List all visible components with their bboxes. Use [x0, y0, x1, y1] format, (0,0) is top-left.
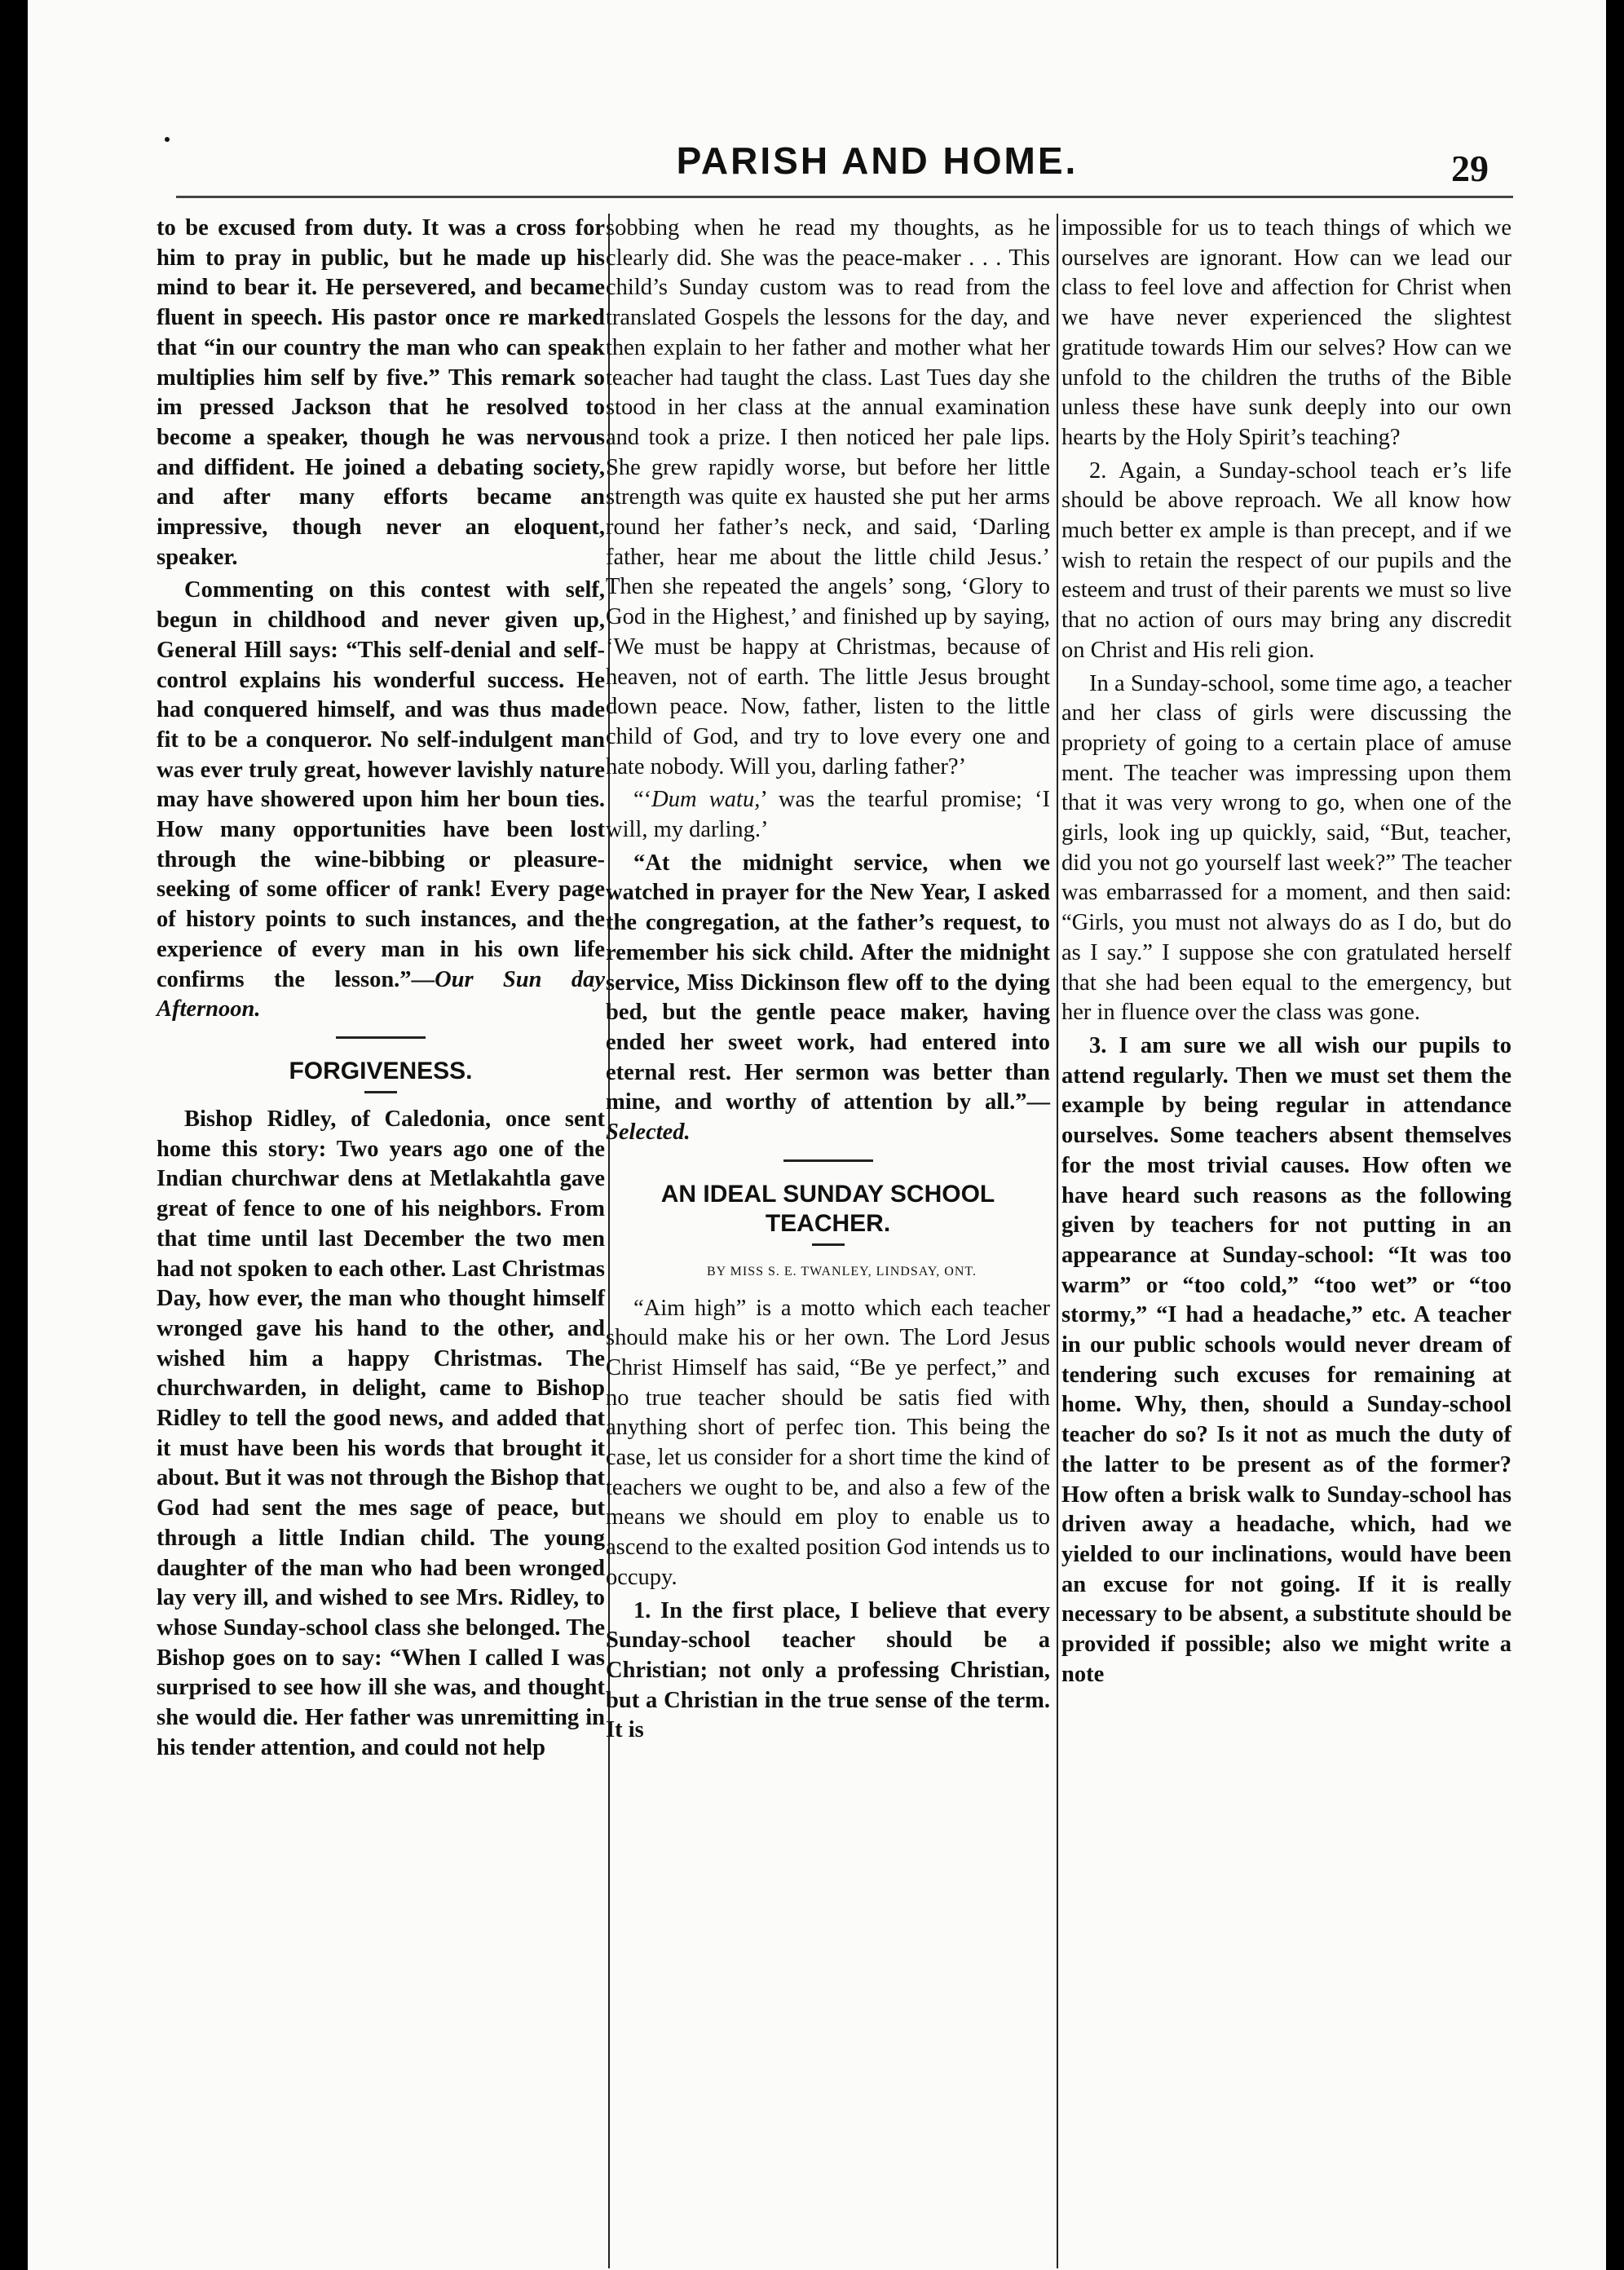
heading-dash — [812, 1243, 845, 1246]
header-rule — [176, 196, 1513, 198]
article-text: impossible for us to teach things of which we ourselves are ignorant. How can we lead our class to feel love and affection for Christ when we have never experienced the slightest gratitude towards Him our selves? How can we unfold to the children the truths of the Bible unless these have sunk deeply into our own hearts by the Holy Spirit’s teaching? — [1061, 215, 1511, 450]
heading-dash — [364, 1091, 397, 1093]
article-text-span: “At the midnight service, when we watched in prayer for the New Year, I asked the congregation, at the father’s request, to remember his sick child. After the midnight service, Miss Dickinson flew off to the dying bed, but the gentle peace maker, having ended her sweet work, had entered into eternal rest. Her sermon was better than mine, and worthy of attention by all.”— — [606, 850, 1050, 1115]
article-source: Our Sun day Afternoon. — [157, 966, 605, 1022]
section-divider — [783, 1159, 873, 1162]
quote-open: “‘ — [633, 787, 652, 813]
article-source: Selected. — [606, 1120, 691, 1146]
article-text: 1. In the first place, I believe that every Sunday-school teacher should be a Christian; not only a professing Christian, but a Christian in the true sense of the term. It is — [606, 1597, 1050, 1743]
article-text: sobbing when he read my thoughts, as he clearly did. She was the peace-maker . . . This child’s Sunday custom was to read from the translated Gospels the lessons for the day, and then explain to her father and mother what her teacher had taught the class. Last Tues day she stood in her class at the annual examination and took a prize. I then noticed her pale lips. She grew rapidly worse, but before her little strength was quite ex hausted she put her arms round her father’s neck, and said, ‘Darling father, hear me about the little child Jesus.’ Then she repeated the angels’ song, ‘Glory to God in the Highest,’ and finished up by saying, ‘We must be happy at Christmas, because of heaven, not of earth. The little Jesus brought down peace. Now, father, listen to the little child of God, and try to love every one and hate nobody. Will you, darling father?’ — [606, 215, 1050, 779]
newspaper-page — [28, 0, 1606, 2270]
article-byline: BY MISS S. E. TWANLEY, LINDSAY, ONT. — [707, 1264, 977, 1279]
column-2 — [606, 214, 1050, 1746]
column-3 — [1061, 214, 1511, 1689]
article-text: 2. Again, a Sunday-school teach er’s life should be above reproach. We all know how much better ex ample is than precept, and if we wish to retain the respect of our pupils and the esteem and trust of their parents we must so live that no action of ours may bring any discredit on Christ and His reli gion. — [1061, 457, 1511, 663]
article-text — [606, 785, 1050, 845]
article-text: to be excused from duty. It was a cross for him to pray in public, but he made up his mind to bear it. He persevered, and became fluent in speech. His pastor once re marked that “in our country the man who can speak multiplies him self by five.” This remark so im pressed Jackson that he resolved to become a speaker, though he was nervous and diffident. He joined a debating society, and after many efforts became an impressive, though never an eloquent, speaker. — [157, 215, 605, 570]
page-number: 29 — [1451, 148, 1489, 189]
section-divider — [336, 1036, 426, 1039]
article-text: In a Sunday-school, some time ago, a teacher and her class of girls were discussing the propriety of going to a certain place of amuse ment. The teacher was impressing upon them that it was very wrong to go, when one of the girls, look ing up quickly, said, “But, teacher, did you not go yourself last week?” The teacher was embarrassed for a moment, and then said: “Girls, you must not always do as I do, but do as I say.” I suppose she con gratulated herself that she had been equal to the emergency, but her in fluence over the class was gone. — [1061, 670, 1511, 1026]
article-heading-ideal-teacher: AN IDEAL SUNDAY SCHOOL TEACHER. — [660, 1180, 995, 1237]
article-heading-forgiveness: FORGIVENESS. — [289, 1057, 473, 1084]
column-1 — [157, 214, 605, 1763]
article-text-span: Commenting on this contest with self, begun in childhood and never given up, General Hill says: “This self-denial and self-control explains his wonderful success. He had conquered himself, and was thus made fit to be a conqueror. No self-indulgent man was ever truly great, however lavishly nature may have showered upon him her boun ties. How many opportunities have been lost through the wine-bibbing or pleasure-seeking of some officer of rank! Every page of history points to such instances, and the experience of every man in his own life confirms the lesson.”— — [157, 577, 605, 992]
quote-italic: Dum watu, — [651, 787, 761, 813]
quote-rest: ’ was the tearful promise; ‘I will, my darling.’ — [606, 787, 1050, 843]
article-text: “Aim high” is a motto which each teacher should make his or her own. The Lord Jesus Christ Himself has said, “Be ye perfect,” and no true teacher should be satis fied with anything short of perfec tion. This being the case, let us consider for a short time the kind of teachers we ought to be, and also a few of the means we should em ploy to enable us to ascend to the exalted position God intends us to occupy. — [606, 1295, 1050, 1590]
article-text: Bishop Ridley, of Caledonia, once sent home this story: Two years ago one of the Indian churchwar dens at Metlakahtla gave great of fence to one of his neighbors. From that time until last December the two men had not spoken to each other. Last Christmas Day, how ever, the man who thought himself wronged gave his hand to the other, and wished him a happy Christmas. The churchwarden, in delight, came to Bishop Ridley to tell the good news, and added that it must have been his words that brought it about. But it was not through the Bishop that God had sent the mes sage of peace, but through a little Indian child. The young daughter of the man who had been wronged lay very ill, and wished to see Mrs. Ridley, to whose Sunday-school class she belonged. The Bishop goes on to say: “When I called I was surprised to see how ill she was, and thought she would die. Her father was unremitting in his tender attention, and could not help — [157, 1106, 606, 1760]
article-text: 3. I am sure we all wish our pupils to attend regularly. Then we must set them the example by being regular in attendance ourselves. Some teachers absent themselves for the most trivial causes. How often we have heard such reasons as the following given by teachers for not putting in an appearance at Sunday-school: “It was too warm” or “too cold,” “too wet” or “too stormy,” “I had a headache,” etc. A teacher in our public schools would never dream of tendering such excuses for remaining at home. Why, then, should a Sunday-school teacher do so? Is it not as much the duty of the latter to be present as of the former? How often a brisk walk to Sunday-school has driven away a headache, which, had we yielded to our inclinations, would have been an excuse for not going. If it is really necessary to be absent, a substitute should be provided if possible; also we might write a note — [1061, 1032, 1511, 1687]
print-speck — [165, 137, 170, 142]
page-header-title: PARISH AND HOME. — [676, 139, 1079, 182]
article-text — [157, 576, 605, 1025]
article-text — [606, 849, 1050, 1148]
column-divider-2 — [1057, 214, 1058, 2268]
